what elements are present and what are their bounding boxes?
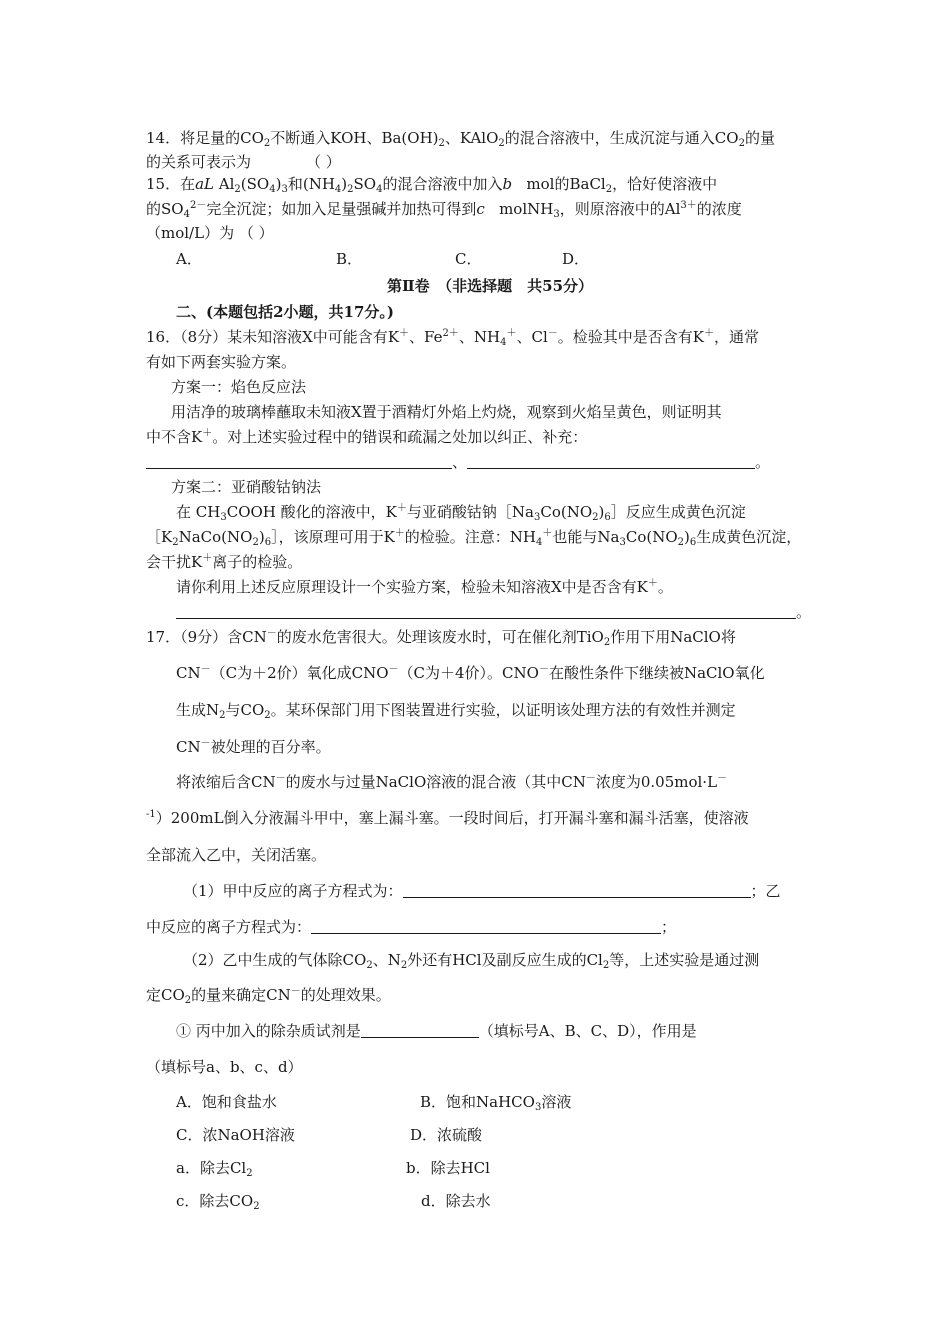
- q17-line4: CN－被处理的百分率。: [176, 738, 331, 756]
- option-b-lower: b．除去HCl: [406, 1159, 490, 1177]
- q17-line2: CN－（C为＋2价）氧化成CNO－（C为＋4价）。CNO－在酸性条件下继续被NaClO氧化: [176, 664, 765, 682]
- q15-line3: （mol/L）为 （ ）: [146, 224, 274, 242]
- q17-line3: 生成$N_2$与$CO_2$。某环保部门用下图装置进行实验，以证明该处理方法的有效性并测定: [176, 701, 736, 721]
- option-d-lower: d．除去水: [421, 1192, 491, 1210]
- answer-blank[interactable]: [361, 1023, 479, 1038]
- q17-choice1: ① 丙中加入的除杂质试剂是 （填标号A、B、C、D），作用是: [176, 1022, 697, 1040]
- option-b: B．: [336, 250, 363, 268]
- q17-line6: $^{-1}$）200mL倒入分液漏斗甲中，塞上漏斗塞。一段时间后，打开漏斗塞和漏斗活塞，使溶液: [146, 809, 749, 827]
- answer-blank[interactable]: [311, 919, 661, 934]
- option-c-lower: c．除去$CO_2$: [176, 1192, 260, 1212]
- q16-plan2-answer: 。: [176, 602, 811, 622]
- answer-blank[interactable]: [403, 883, 751, 898]
- q15-line2: 的$SO_4^{2-}$完全沉淀；如加入足量强碱并加热可得到c molNH$_3$，则原溶液中的$Al^{3+}$的浓度: [146, 200, 742, 220]
- option-C: C．浓NaOH溶液: [176, 1126, 295, 1144]
- q17-line5: 将浓缩后含CN－的废水与过量NaClO溶液的混合液（其中CN－浓度为0.05mol·L－: [176, 773, 728, 791]
- option-a-lower: a．除去$Cl_2$: [176, 1159, 253, 1179]
- answer-blank[interactable]: [467, 454, 755, 469]
- q16-plan2-title: 方案二：亚硝酸钴钠法: [171, 478, 322, 496]
- q16-plan2-text3: 会干扰K＋离子的检验。: [146, 553, 303, 571]
- q16-plan2-text1: 在 $CH_3COOH$ 酸化的溶液中，K＋与亚硝酸钴钠$[Na_3Co(NO_2)_6]$反应生成黄色沉淀: [176, 503, 746, 523]
- answer-blank[interactable]: [176, 604, 796, 619]
- q16-plan1-text2: 中不含K＋。对上述实验过程中的错误和疏漏之处加以纠正、补充：: [146, 428, 588, 446]
- answer-paren: （ ）: [306, 153, 341, 171]
- q16-plan1-title: 方案一：焰色反应法: [171, 378, 307, 396]
- q17-choice1-line2: （填标号a、b、c、d）: [146, 1058, 303, 1076]
- q16-plan2-text4: 请你利用上述反应原理设计一个实验方案，检验未知溶液X中是否含有K＋。: [176, 578, 673, 596]
- option-a: A．: [176, 250, 202, 268]
- q17-line1: 17．（9分）含CN－的废水危害很大。处理该废水时，可在催化剂TiO$_2$作用下用NaClO将: [146, 628, 736, 648]
- option-d: D．: [562, 250, 590, 268]
- q15-line1: 15．在aL $Al_2(SO_4)_3$和$(NH_4)_2SO_4$的混合溶液中加入b mol的BaCl$_2$，恰好使溶液中: [146, 175, 718, 195]
- q17-line7: 全部流入乙中，关闭活塞。: [146, 846, 327, 864]
- q16-line2: 有如下两套实验方案。: [146, 353, 297, 371]
- q16-plan2-text2: $[K_2NaCo(NO_2)_6]$，该原理可用于K＋的检验。注意：$NH_4^+$也能与$Na_3Co(NO_2)_6$生成黄色沉淀，: [146, 528, 802, 548]
- q14-line2: 的关系可表示为 （ ）: [146, 153, 341, 171]
- q16-plan1-answers: 、 。: [146, 452, 770, 472]
- option-B: B．饱和NaHCO$_3$溶液: [420, 1093, 572, 1113]
- q17-part2-line2: 定$CO_2$的量来确定CN－的处理效果。: [146, 986, 391, 1006]
- q16-plan1-text1: 用洁净的玻璃棒蘸取未知液X置于酒精灯外焰上灼烧，观察到火焰呈黄色，则证明其: [171, 403, 722, 421]
- q17-part2-line1: （2）乙中生成的气体除$CO_2$、$N_2$外还有HCl及副反应生成的$Cl_2$等，上述实验是通过测: [183, 951, 760, 971]
- option-A: A．饱和食盐水: [176, 1093, 277, 1111]
- option-c: C．: [455, 250, 482, 268]
- section-subtitle: 二、(本题包括2小题，共17分。): [176, 303, 395, 321]
- section-title: 第Ⅱ卷 （非选择题 共55分）: [387, 277, 594, 295]
- q15-options: [176, 249, 589, 269]
- q17-part1-line1: （1）甲中反应的离子方程式为： ；乙: [183, 882, 781, 900]
- q17-part1-line2: 中反应的离子方程式为： ；: [146, 918, 677, 936]
- option-D: D．浓硫酸: [410, 1126, 483, 1144]
- q16-line1: 16．（8分）某未知溶液X中可能含有K＋、$Fe^{2+}$、$NH_4^+$、Cl－。检验其中是否含有K＋，通常: [146, 328, 759, 348]
- answer-blank[interactable]: [146, 454, 452, 469]
- q14-line1: 14．将足量的$CO_2$不断通入KOH、$Ba(OH)_2$、KAlO$_2$的混合溶液中，生成沉淀与通入$CO_2$的量: [146, 129, 775, 149]
